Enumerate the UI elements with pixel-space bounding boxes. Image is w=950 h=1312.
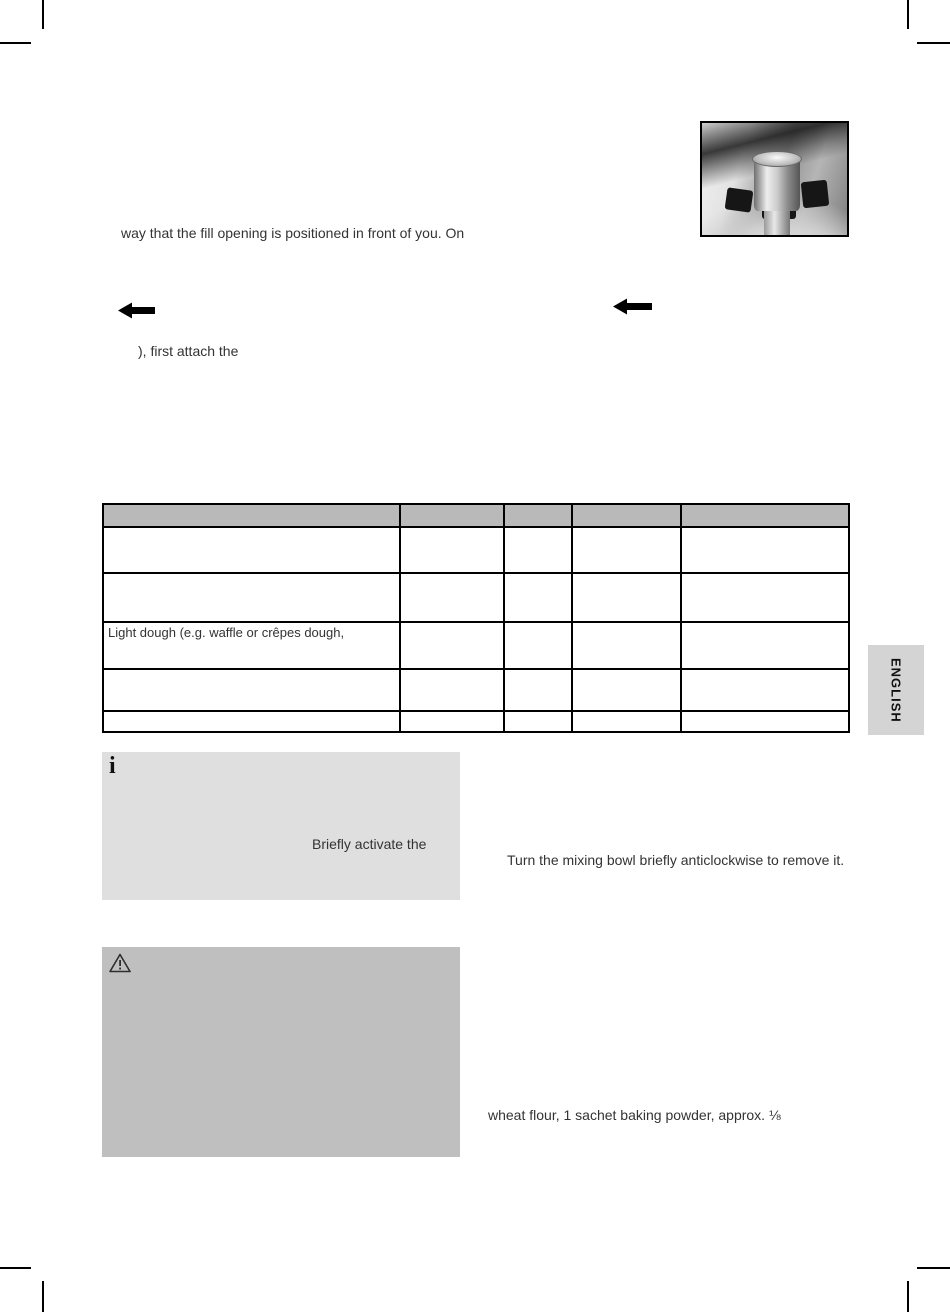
info-note-box	[102, 752, 460, 900]
table-cell	[572, 573, 681, 622]
crop-mark-bottom-right-horizontal	[917, 1267, 950, 1269]
info-note-text: Briefly activate the	[312, 836, 427, 852]
table-cell	[400, 573, 504, 622]
table-cell	[400, 622, 504, 669]
table-cell	[572, 711, 681, 732]
table-cell	[400, 669, 504, 711]
table-row	[103, 527, 849, 573]
crop-mark-bottom-left-horizontal	[0, 1267, 31, 1269]
body-text-line-2: ), first attach the	[138, 343, 239, 359]
recipe-text: wheat flour, 1 sachet baking powder, approx. ⅛	[488, 1107, 781, 1123]
table-row	[103, 573, 849, 622]
table-cell	[572, 622, 681, 669]
language-tab	[868, 645, 924, 735]
body-text-line-1: way that the fill opening is positioned in front of you. On	[121, 225, 465, 241]
language-tab-label: ENGLISH	[888, 657, 904, 723]
table-cell-light-dough: Light dough (e.g. waffle or crêpes dough,	[103, 622, 400, 669]
crop-mark-top-left-vertical	[42, 0, 44, 29]
left-arrow-icon	[613, 298, 652, 315]
photo-clamp-right	[801, 180, 830, 209]
table-cell	[504, 711, 572, 732]
info-icon: i	[109, 753, 116, 779]
table-header-cell	[504, 504, 572, 527]
table-cell	[103, 527, 400, 573]
table-cell	[504, 573, 572, 622]
crop-mark-top-right-vertical	[907, 0, 909, 29]
table-row	[103, 669, 849, 711]
table-cell	[400, 527, 504, 573]
table-cell	[572, 669, 681, 711]
photo-clamp-left	[725, 187, 754, 212]
crop-mark-top-left-horizontal	[0, 42, 31, 44]
table-cell	[681, 711, 849, 732]
table-cell	[681, 527, 849, 573]
crop-mark-bottom-left-vertical	[42, 1281, 44, 1312]
crop-mark-top-right-horizontal	[917, 42, 950, 44]
table-cell	[103, 573, 400, 622]
table-header-cell	[681, 504, 849, 527]
table-cell	[103, 711, 400, 732]
table-row	[103, 711, 849, 732]
table-cell	[681, 622, 849, 669]
table-cell	[681, 573, 849, 622]
photo-drive-hub-cap	[752, 151, 802, 167]
mixing-bowl-coupling-photo	[700, 121, 849, 237]
warning-triangle-icon	[109, 953, 131, 978]
table-cell	[681, 669, 849, 711]
table-header-row	[103, 504, 849, 527]
table-cell	[504, 527, 572, 573]
table-cell	[400, 711, 504, 732]
warning-box	[102, 947, 460, 1157]
left-arrow-icon	[118, 302, 155, 319]
table-cell	[572, 527, 681, 573]
table-cell	[103, 669, 400, 711]
table-row	[103, 622, 849, 669]
table-header-cell	[103, 504, 400, 527]
table-header-cell	[400, 504, 504, 527]
photo-drive-stem	[764, 211, 790, 237]
table-header-cell	[572, 504, 681, 527]
turn-bowl-text: Turn the mixing bowl briefly anticlockwise to remove it.	[507, 852, 845, 868]
table-cell	[504, 622, 572, 669]
dough-settings-table	[102, 503, 850, 733]
table-cell	[504, 669, 572, 711]
crop-mark-bottom-right-vertical	[907, 1281, 909, 1312]
